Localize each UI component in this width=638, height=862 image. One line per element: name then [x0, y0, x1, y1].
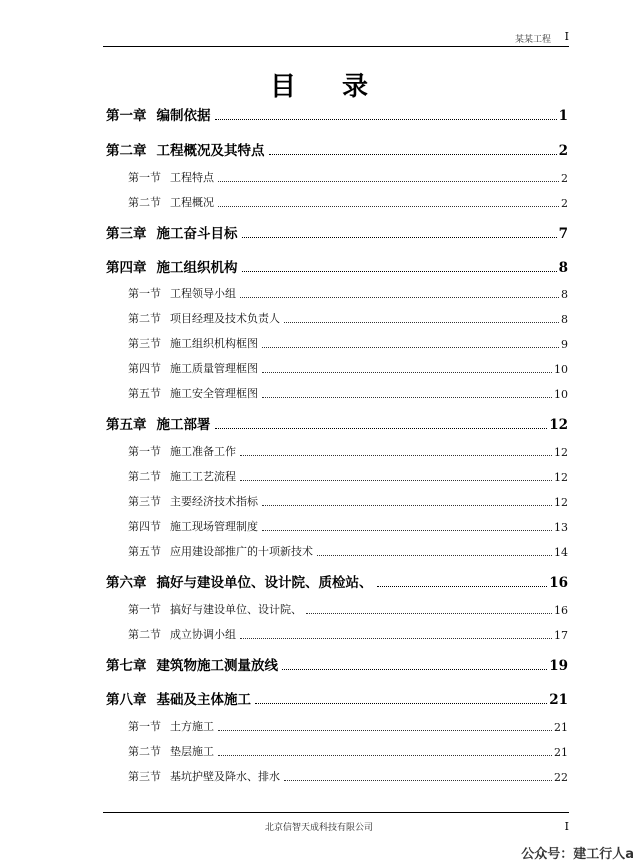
toc-entry-title: 施工质量管理框图 [170, 362, 258, 375]
toc-entry-number: 第六章 [106, 575, 147, 591]
toc-entry-title: 施工部署 [156, 417, 211, 433]
toc-entry-title: 工程概况及其特点 [156, 143, 265, 159]
footer-rule [103, 812, 569, 813]
toc-dot-leader [255, 703, 547, 704]
toc-entry-number: 第五章 [106, 417, 147, 433]
toc-page-number: 14 [554, 546, 568, 559]
header-title: 某某工程 [514, 35, 551, 45]
toc-page-number: 12 [554, 446, 568, 459]
toc-section-entry[interactable] [128, 195, 568, 210]
toc-page-number: 12 [549, 417, 568, 433]
toc-entry-title: 施工安全管理框图 [170, 387, 258, 400]
toc-entry-number: 第二章 [106, 143, 147, 159]
toc-section-entry[interactable] [128, 519, 568, 534]
toc-entry-title: 土方施工 [170, 720, 214, 733]
toc-dot-leader [282, 669, 547, 670]
toc-page-number: 2 [561, 172, 568, 185]
toc-chapter-entry[interactable] [106, 258, 568, 276]
toc-entry-title: 工程领导小组 [170, 287, 236, 300]
toc-page-number: 7 [558, 226, 568, 242]
toc-chapter-entry[interactable] [106, 106, 568, 124]
toc-section-entry[interactable] [128, 286, 568, 301]
toc-dot-leader [215, 428, 548, 429]
toc-section-entry[interactable] [128, 744, 568, 759]
toc-entry-number: 第二节 [128, 312, 161, 325]
toc-entry-number: 第四节 [128, 520, 161, 533]
toc-section-entry[interactable] [128, 544, 568, 559]
toc-dot-leader [240, 297, 559, 298]
toc-entry-number: 第三章 [106, 226, 147, 242]
toc-page-number: 12 [554, 496, 568, 509]
toc-chapter-entry[interactable] [106, 141, 568, 159]
toc-entry-number: 第二节 [128, 470, 161, 483]
toc-dot-leader [284, 780, 552, 781]
toc-dot-leader [218, 181, 559, 182]
header-page-number: I [564, 30, 569, 43]
toc-entry-title: 施工奋斗目标 [156, 226, 238, 242]
toc-dot-leader [262, 530, 552, 531]
toc-dot-leader [262, 397, 552, 398]
page-title: 目录 [269, 72, 414, 102]
toc-entry-number: 第四章 [106, 260, 147, 276]
toc-page-number: 22 [554, 771, 568, 784]
toc-page-number: 8 [561, 288, 568, 301]
toc-section-entry[interactable] [128, 361, 568, 376]
toc-dot-leader [262, 347, 559, 348]
toc-entry-title: 建筑物施工测量放线 [156, 658, 278, 674]
toc-section-entry[interactable] [128, 494, 568, 509]
toc-dot-leader [262, 372, 552, 373]
toc-entry-number: 第七章 [106, 658, 147, 674]
toc-page-number: 10 [554, 363, 568, 376]
toc-dot-leader [218, 730, 552, 731]
toc-entry-number: 第二节 [128, 745, 161, 758]
toc-entry-title: 工程特点 [170, 171, 214, 184]
toc-dot-leader [269, 154, 557, 155]
toc-dot-leader [240, 480, 552, 481]
toc-entry-title: 搞好与建设单位、设计院、 [170, 603, 302, 616]
toc-entry-number: 第四节 [128, 362, 161, 375]
toc-entry-title: 施工现场管理制度 [170, 520, 258, 533]
toc-page-number: 16 [554, 604, 568, 617]
toc-page-number: 8 [561, 313, 568, 326]
toc-section-entry[interactable] [128, 444, 568, 459]
toc-entry-title: 基础及主体施工 [156, 692, 251, 708]
toc-section-entry[interactable] [128, 469, 568, 484]
toc-entry-title: 垫层施工 [170, 745, 214, 758]
toc-entry-number: 第二节 [128, 196, 161, 209]
toc-entry-number: 第一节 [128, 171, 161, 184]
toc-dot-leader [377, 586, 548, 587]
toc-page-number: 12 [554, 471, 568, 484]
toc-entry-title: 施工组织机构框图 [170, 337, 258, 350]
toc-section-entry[interactable] [128, 336, 568, 351]
toc-entry-title: 施工工艺流程 [170, 470, 236, 483]
toc-page-number: 9 [561, 338, 568, 351]
toc-dot-leader [306, 613, 552, 614]
toc-entry-title: 项目经理及技术负责人 [170, 312, 280, 325]
toc-page-number: 8 [558, 260, 568, 276]
toc-chapter-entry[interactable] [106, 224, 568, 242]
toc-entry-number: 第三节 [128, 770, 161, 783]
page-header [103, 30, 569, 47]
toc-page-number: 21 [549, 692, 568, 708]
toc-page-number: 17 [554, 629, 568, 642]
toc-dot-leader [284, 322, 559, 323]
toc-chapter-entry[interactable] [106, 690, 568, 708]
toc-entry-title: 主要经济技术指标 [170, 495, 258, 508]
toc-entry-number: 第五节 [128, 387, 161, 400]
watermark-text: 公众号：建工行人a [521, 847, 634, 862]
toc-entry-number: 第二节 [128, 628, 161, 641]
toc-section-entry[interactable] [128, 719, 568, 734]
toc-dot-leader [242, 237, 557, 238]
toc-dot-leader [215, 119, 557, 120]
toc-page-number: 1 [558, 108, 568, 124]
toc-entry-number: 第一节 [128, 720, 161, 733]
toc-entry-title: 工程概况 [170, 196, 214, 209]
toc-chapter-entry[interactable] [106, 573, 568, 591]
toc-dot-leader [218, 755, 552, 756]
toc-entry-number: 第八章 [106, 692, 147, 708]
toc-entry-number: 第一节 [128, 445, 161, 458]
toc-entry-title: 搞好与建设单位、设计院、质检站、 [156, 575, 373, 591]
toc-chapter-entry[interactable] [106, 415, 568, 433]
toc-dot-leader [240, 455, 552, 456]
toc-entry-title: 编制依据 [156, 108, 211, 124]
toc-entry-title: 成立协调小组 [170, 628, 236, 641]
toc-page-number: 21 [554, 721, 568, 734]
toc-page-number: 13 [554, 521, 568, 534]
toc-section-entry[interactable] [128, 627, 568, 642]
toc-entry-title: 基坑护壁及降水、排水 [170, 770, 280, 783]
toc-section-entry[interactable] [128, 170, 568, 185]
toc-entry-title: 施工准备工作 [170, 445, 236, 458]
toc-entry-title: 施工组织机构 [156, 260, 238, 276]
toc-page-number: 16 [549, 575, 568, 591]
toc-section-entry[interactable] [128, 769, 568, 784]
toc-page-number: 21 [554, 746, 568, 759]
footer-company: 北京信智天成科技有限公司 [264, 823, 373, 833]
toc-entry-number: 第三节 [128, 337, 161, 350]
toc-dot-leader [317, 555, 552, 556]
toc-page-number: 10 [554, 388, 568, 401]
toc-entry-number: 第五节 [128, 545, 161, 558]
toc-entry-number: 第一节 [128, 287, 161, 300]
toc-dot-leader [242, 271, 557, 272]
toc-dot-leader [218, 206, 559, 207]
toc-chapter-entry[interactable] [106, 656, 568, 674]
toc-entry-title: 应用建设部推广的十项新技术 [170, 545, 313, 558]
toc-dot-leader [240, 638, 552, 639]
toc-section-entry[interactable] [128, 311, 568, 326]
toc-page-number: 19 [549, 658, 568, 674]
toc-page-number: 2 [558, 143, 568, 159]
toc-entry-number: 第一节 [128, 603, 161, 616]
toc-page-number: 2 [561, 197, 568, 210]
toc-section-entry[interactable] [128, 602, 568, 617]
footer-page-number: I [564, 820, 569, 833]
toc-entry-number: 第一章 [106, 108, 147, 124]
toc-entry-number: 第三节 [128, 495, 161, 508]
toc-dot-leader [262, 505, 552, 506]
toc-section-entry[interactable] [128, 386, 568, 401]
